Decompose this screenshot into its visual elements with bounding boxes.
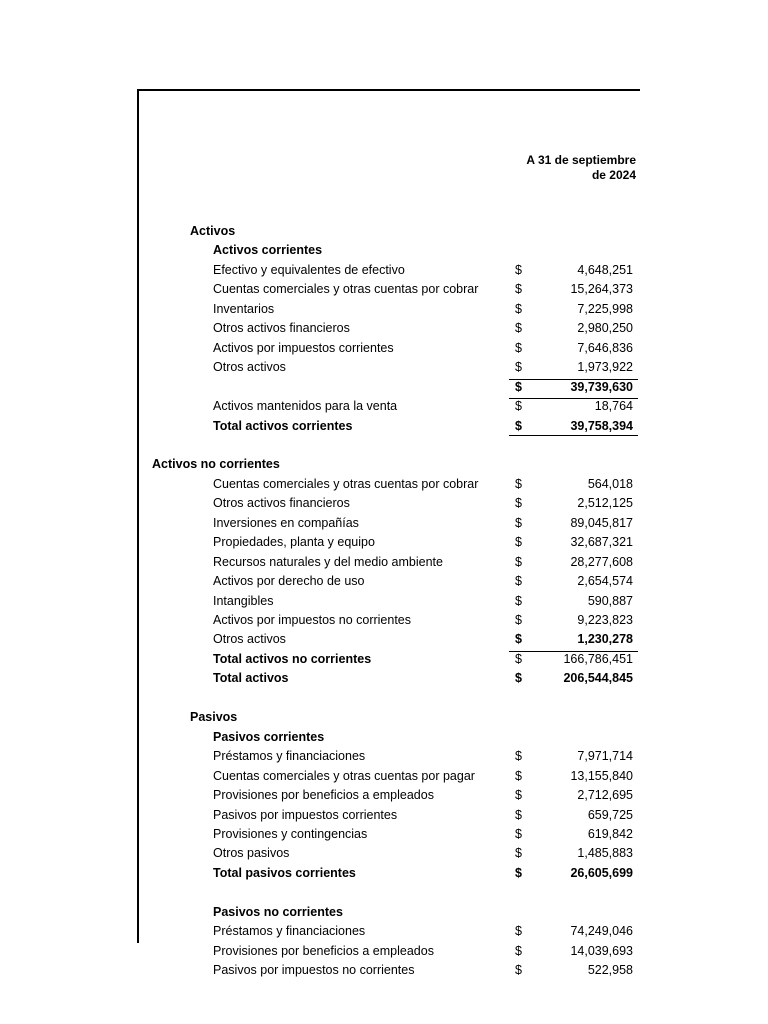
- table-row: [0, 436, 768, 456]
- currency-symbol: $: [515, 924, 522, 939]
- currency-symbol: $: [515, 943, 522, 958]
- row-label: Activos por impuestos no corrientes: [213, 613, 412, 627]
- currency-symbol: $: [515, 321, 522, 336]
- row-label: Pasivos por impuestos corrientes: [213, 807, 398, 822]
- row-value: 2,512,125: [577, 496, 633, 511]
- currency-symbol: $: [515, 788, 522, 803]
- currency-symbol: $: [515, 515, 522, 530]
- row-label: Total activos no corrientes: [213, 651, 372, 666]
- row-label: Pasivos por impuestos no corrientes: [213, 963, 415, 978]
- currency-symbol: $: [515, 593, 522, 608]
- row-label: Inversiones en compañías: [213, 515, 359, 530]
- table-row: [0, 494, 768, 514]
- currency-symbol: $: [515, 360, 522, 375]
- subtotal-rule: [509, 651, 638, 652]
- row-label: Otros activos financieros: [213, 496, 350, 511]
- row-label: Total activos corrientes: [213, 418, 353, 433]
- row-label: Propiedades, planta y equipo: [213, 535, 375, 550]
- row-value: 1,230,278: [577, 632, 633, 647]
- table-row: [0, 728, 768, 748]
- table-row: [0, 319, 768, 339]
- row-value: 659,725: [587, 807, 633, 822]
- row-value: 14,039,693: [570, 943, 633, 958]
- currency-symbol: $: [515, 768, 522, 783]
- row-value: 89,045,817: [570, 515, 633, 530]
- currency-symbol: $: [515, 865, 522, 880]
- column-header-line1: A 31 de septiembre: [526, 153, 636, 167]
- table-row: [0, 533, 768, 553]
- table-row: [0, 475, 768, 495]
- row-label: Intangibles: [213, 593, 274, 608]
- row-label: Cuentas comerciales y otras cuentas por cobrar: [213, 282, 479, 297]
- row-value: 15,264,373: [570, 282, 633, 297]
- row-value: 74,249,046: [570, 924, 633, 939]
- table-row: [0, 261, 768, 281]
- row-label: Pasivos: [190, 710, 238, 725]
- row-value: 206,544,845: [563, 671, 633, 686]
- currency-symbol: $: [515, 807, 522, 822]
- row-label: Cuentas comerciales y otras cuentas por cobrar: [213, 476, 479, 491]
- table-row: [0, 592, 768, 612]
- currency-symbol: $: [515, 846, 522, 861]
- row-value: 1,973,922: [577, 360, 633, 375]
- row-label: Inventarios: [213, 301, 275, 316]
- table-row: [0, 378, 768, 398]
- row-value: 18,764: [594, 399, 633, 414]
- row-label: Activos: [190, 224, 236, 238]
- row-value: 7,646,836: [577, 340, 633, 355]
- table-row: [0, 708, 768, 728]
- currency-symbol: $: [515, 418, 522, 433]
- row-label: Otros activos financieros: [213, 321, 350, 336]
- table-row: [0, 222, 768, 242]
- row-value: 32,687,321: [570, 535, 633, 550]
- row-label: Préstamos y financiaciones: [213, 924, 366, 939]
- table-row: [0, 358, 768, 378]
- row-value: 2,712,695: [577, 788, 633, 803]
- row-value: 590,887: [587, 593, 633, 608]
- table-row: [0, 903, 768, 923]
- currency-symbol: $: [515, 651, 522, 666]
- table-row: [0, 300, 768, 320]
- currency-symbol: $: [515, 262, 522, 277]
- currency-symbol: $: [515, 496, 522, 511]
- column-header: [476, 153, 636, 183]
- column-header-line2: de 2024: [591, 168, 636, 182]
- table-row: [0, 455, 768, 475]
- currency-symbol: $: [515, 632, 522, 647]
- row-value: 2,980,250: [577, 321, 633, 336]
- table-row: [0, 844, 768, 864]
- row-label: Total pasivos corrientes: [213, 865, 356, 880]
- row-label: Otros activos: [213, 360, 286, 375]
- table-row: [0, 339, 768, 359]
- table-row: [0, 767, 768, 787]
- row-label: Activos por derecho de uso: [213, 574, 365, 589]
- row-value: 619,842: [587, 826, 633, 841]
- currency-symbol: $: [515, 535, 522, 550]
- row-value: 39,758,394: [570, 418, 633, 433]
- currency-symbol: $: [515, 574, 522, 589]
- currency-symbol: $: [515, 282, 522, 297]
- currency-symbol: $: [515, 613, 522, 627]
- table-row: [0, 806, 768, 826]
- row-label: Préstamos y financiaciones: [213, 749, 366, 764]
- table-row: [0, 611, 768, 631]
- row-value: 1,485,883: [577, 846, 633, 861]
- row-value: 4,648,251: [577, 262, 633, 277]
- row-label: Activos corrientes: [213, 243, 323, 258]
- row-label: Otros activos: [213, 632, 286, 647]
- table-row: [0, 417, 768, 437]
- table-row: [0, 572, 768, 592]
- table-row: [0, 280, 768, 300]
- table-row: [0, 669, 768, 689]
- row-label: Pasivos corrientes: [213, 729, 325, 744]
- table-row: [0, 514, 768, 534]
- row-value: 7,971,714: [577, 749, 633, 764]
- table-row: [0, 825, 768, 845]
- table-row: [0, 922, 768, 942]
- currency-symbol: $: [515, 301, 522, 316]
- row-value: 28,277,608: [570, 554, 633, 569]
- currency-symbol: $: [515, 963, 522, 978]
- table-row: [0, 786, 768, 806]
- table-row: [0, 650, 768, 670]
- table-row: [0, 241, 768, 261]
- currency-symbol: $: [515, 554, 522, 569]
- row-value: 9,223,823: [577, 613, 633, 627]
- row-label: Provisiones por beneficios a empleados: [213, 943, 434, 958]
- table-row: [0, 883, 768, 903]
- currency-symbol: $: [515, 399, 522, 414]
- subtotal-rule: [509, 379, 638, 380]
- row-value: 2,654,574: [577, 574, 633, 589]
- row-label: Activos por impuestos corrientes: [213, 340, 394, 355]
- currency-symbol: $: [515, 671, 522, 686]
- row-value: 522,958: [587, 963, 633, 978]
- currency-symbol: $: [515, 379, 522, 394]
- currency-symbol: $: [515, 826, 522, 841]
- table-row: [0, 961, 768, 981]
- row-value: 564,018: [587, 476, 633, 491]
- row-label: Provisiones por beneficios a empleados: [213, 788, 434, 803]
- row-label: Activos no corrientes: [152, 457, 280, 472]
- currency-symbol: $: [515, 340, 522, 355]
- row-value: 7,225,998: [577, 301, 633, 316]
- currency-symbol: $: [515, 476, 522, 491]
- row-value: 13,155,840: [570, 768, 633, 783]
- row-value: 26,605,699: [570, 865, 633, 880]
- table-row: [0, 747, 768, 767]
- table-row: [0, 553, 768, 573]
- table-row: [0, 689, 768, 709]
- row-label: Recursos naturales y del medio ambiente: [213, 554, 443, 569]
- row-label: Provisiones y contingencias: [213, 826, 368, 841]
- row-label: Otros pasivos: [213, 846, 290, 861]
- row-label: Activos mantenidos para la venta: [213, 399, 398, 414]
- row-label: Efectivo y equivalentes de efectivo: [213, 262, 405, 277]
- subtotal-rule: [509, 398, 638, 399]
- row-label: Pasivos no corrientes: [213, 904, 343, 919]
- table-row: [0, 942, 768, 962]
- currency-symbol: $: [515, 749, 522, 764]
- row-label: Cuentas comerciales y otras cuentas por pagar: [213, 768, 475, 783]
- row-value: 39,739,630: [570, 379, 633, 394]
- table-row: [0, 630, 768, 650]
- row-value: 166,786,451: [563, 651, 633, 666]
- table-row: [0, 397, 768, 417]
- row-label: Total activos: [213, 671, 289, 686]
- table-row: [0, 864, 768, 884]
